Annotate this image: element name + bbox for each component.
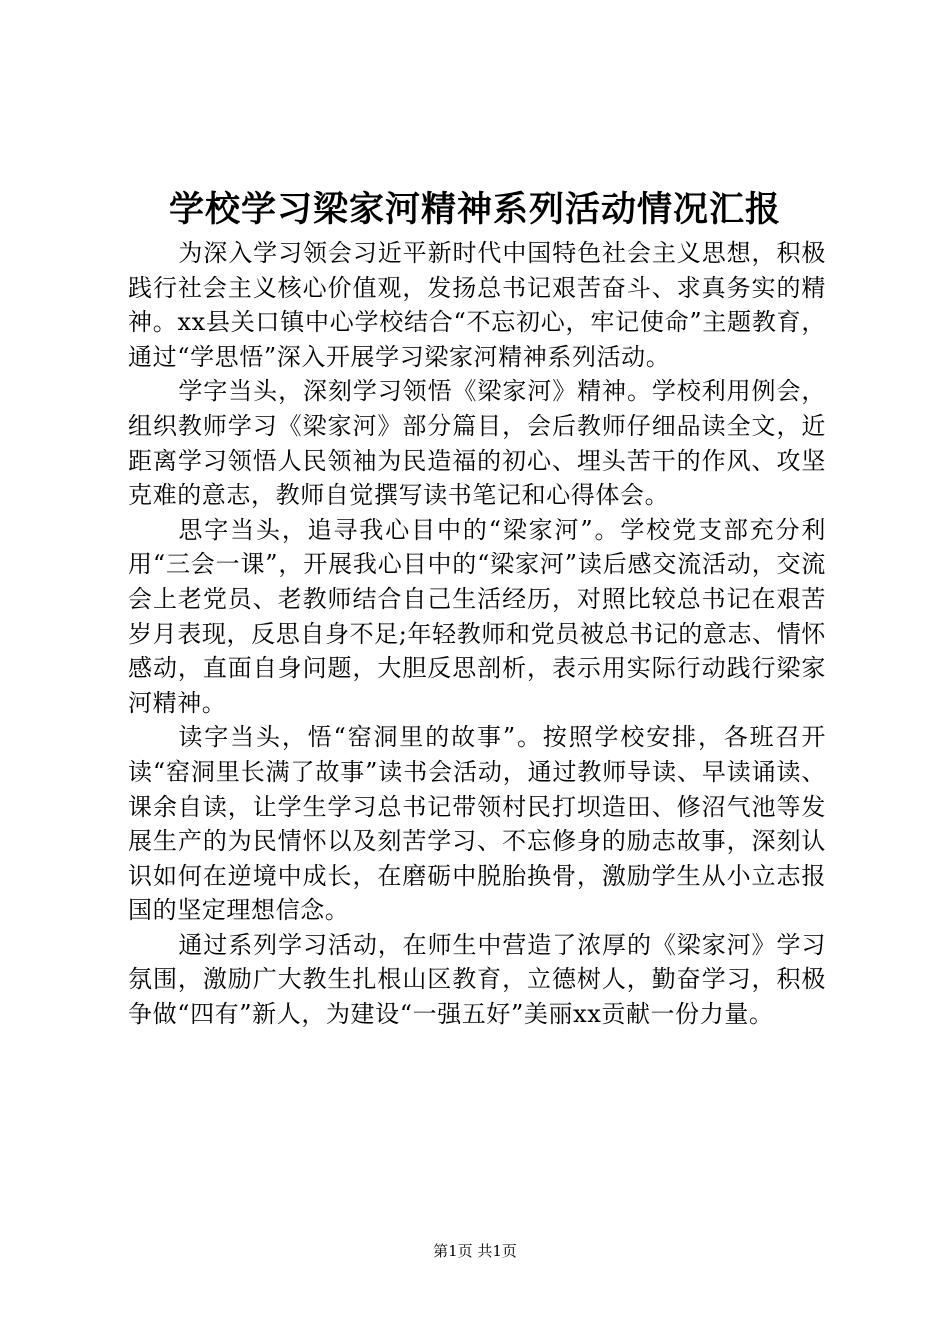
paragraph-conclusion: 通过系列学习活动，在师生中营造了浓厚的《梁家河》学习氛围，激励广大教生扎根山区教育，立德树人，勤奋学习，积极争做“四有”新人，为建设“一强五好”美丽xx贡献一份力量。	[128, 930, 826, 1029]
paragraph-study: 学字当头，深刻学习领悟《梁家河》精神。学校利用例会，组织教师学习《梁家河》部分篇目，会后教师仔细品读全文，近距离学习领悟人民领袖为民造福的初心、埋头苦干的作风、攻坚克难的意志，教师自觉撰写读书笔记和心得体会。	[128, 377, 826, 510]
document-body	[128, 236, 826, 1032]
paragraph-read: 读字当头，悟“窑洞里的故事”。按照学校安排，各班召开读“窑洞里长满了故事”读书会活动，通过教师导读、早读诵读、课余自读，让学生学习总书记带领村民打坝造田、修沼气池等发展生产的为民情怀以及刻苦学习、不忘修身的励志故事，深刻认识如何在逆境中成长，在磨砺中脱胎换骨，激励学生从小立志报国的坚定理想信念。	[128, 723, 826, 925]
document-title: 学校学习梁家河精神系列活动情况汇报	[168, 189, 781, 230]
page-number-footer: 第1页 共1页	[433, 1242, 517, 1260]
paragraph-intro: 为深入学习领会习近平新时代中国特色社会主义思想，积极践行社会主义核心价值观，发扬总书记艰苦奋斗、求真务实的精神。xx县关口镇中心学校结合“不忘初心，牢记使命”主题教育，通过“学思悟”深入开展学习梁家河精神系列活动。	[128, 239, 826, 371]
paragraph-reflect: 思字当头，追寻我心目中的“梁家河”。学校党支部充分利用“三会一课”，开展我心目中的“梁家河”读后感交流活动，交流会上老党员、老教师结合自己生活经历，对照比较总书记在艰苦岁月表现，反思自身不足;年轻教师和党员被总书记的意志、情怀感动，直面自身问题，大胆反思剖析，表示用实际行动践行梁家河精神。	[128, 515, 826, 717]
